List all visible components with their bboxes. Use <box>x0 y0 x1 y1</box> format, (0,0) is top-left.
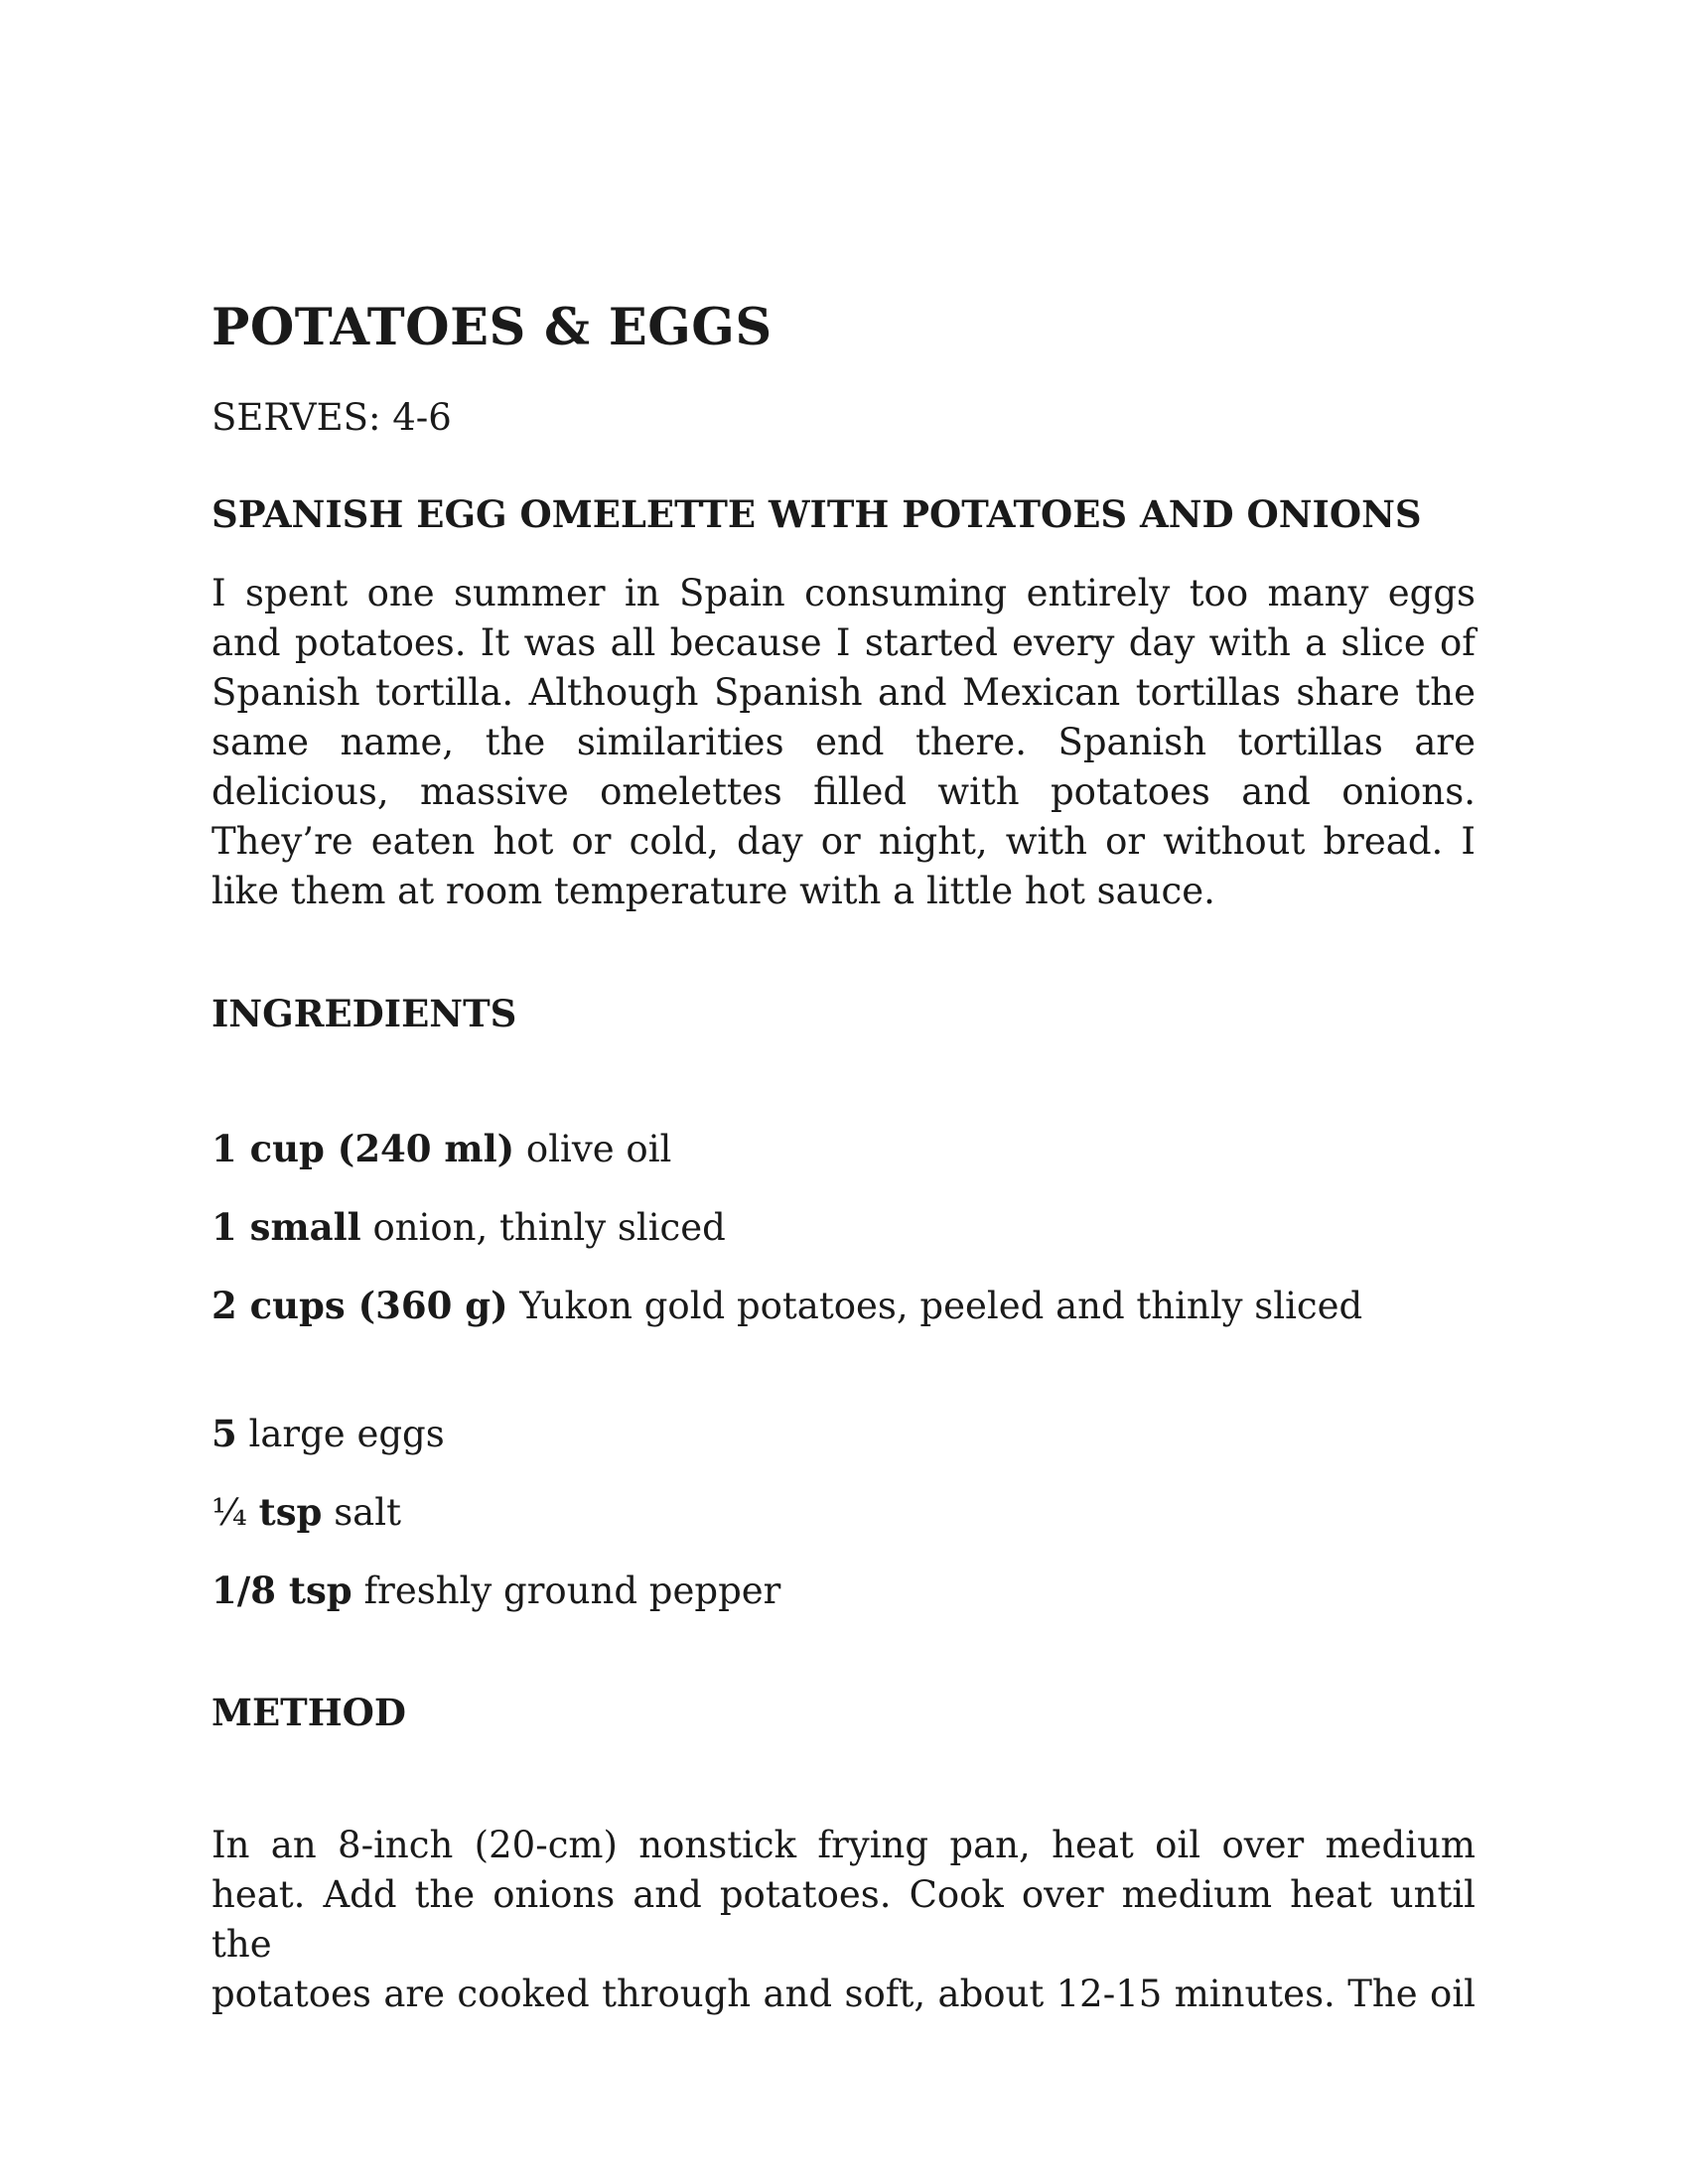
serves-info: SERVES: 4-6 <box>211 396 452 439</box>
ingredient-item <box>211 1410 445 1458</box>
ingredient-item <box>211 1125 671 1173</box>
ingredient-name: salt <box>334 1491 401 1534</box>
ingredient-quantity: 1/8 tsp <box>211 1569 352 1612</box>
ingredient-name: olive oil <box>525 1128 672 1170</box>
ingredients-heading: INGREDIENTS <box>211 992 517 1035</box>
ingredient-name: Yukon gold potatoes, peeled and thinly sliced <box>519 1285 1363 1327</box>
ingredient-item <box>211 1567 780 1615</box>
ingredient-name: freshly ground pepper <box>363 1570 781 1612</box>
method-line: heat. Add the onions and potatoes. Cook over medium heat until the <box>211 1873 1476 1966</box>
recipe-subtitle: SPANISH EGG OMELETTE WITH POTATOES AND ONIONS <box>211 492 1422 536</box>
method-heading: METHOD <box>211 1691 406 1734</box>
ingredient-quantity: 5 <box>211 1412 237 1455</box>
ingredient-name: large eggs <box>248 1413 445 1455</box>
method-line: potatoes are cooked through and soft, about 12-15 minutes. The oil <box>211 1973 1476 2015</box>
recipe-title: POTATOES & EGGS <box>211 298 773 357</box>
ingredient-name: onion, thinly sliced <box>372 1206 726 1249</box>
ingredient-quantity: 2 cups (360 g) <box>211 1284 508 1327</box>
method-line: In an 8-inch (20-cm) nonstick frying pan, heat oil over medium <box>211 1824 1476 1866</box>
intro-paragraph: I spent one summer in Spain consuming entirely too many eggs and potatoes. It was all because I started every day with a slice of Spanish tortilla. Although Spanish and Mexican tortillas share the same name, the similarities end there. Spanish tortillas are delicious, massive omelettes filled with potatoes and onions. They’re eaten hot or cold, day or night, with or without bread. I like them at room temperature with a little hot sauce. <box>211 572 1476 912</box>
ingredient-item <box>211 1282 1362 1330</box>
ingredient-item <box>211 1203 726 1252</box>
ingredient-quantity: tsp <box>258 1490 323 1534</box>
ingredient-item <box>211 1488 401 1537</box>
ingredient-quantity: 1 small <box>211 1205 361 1249</box>
method-paragraph <box>211 1821 1476 2019</box>
ingredient-quantity-fraction: ¼ <box>211 1491 259 1534</box>
ingredient-quantity: 1 cup (240 ml) <box>211 1127 515 1170</box>
